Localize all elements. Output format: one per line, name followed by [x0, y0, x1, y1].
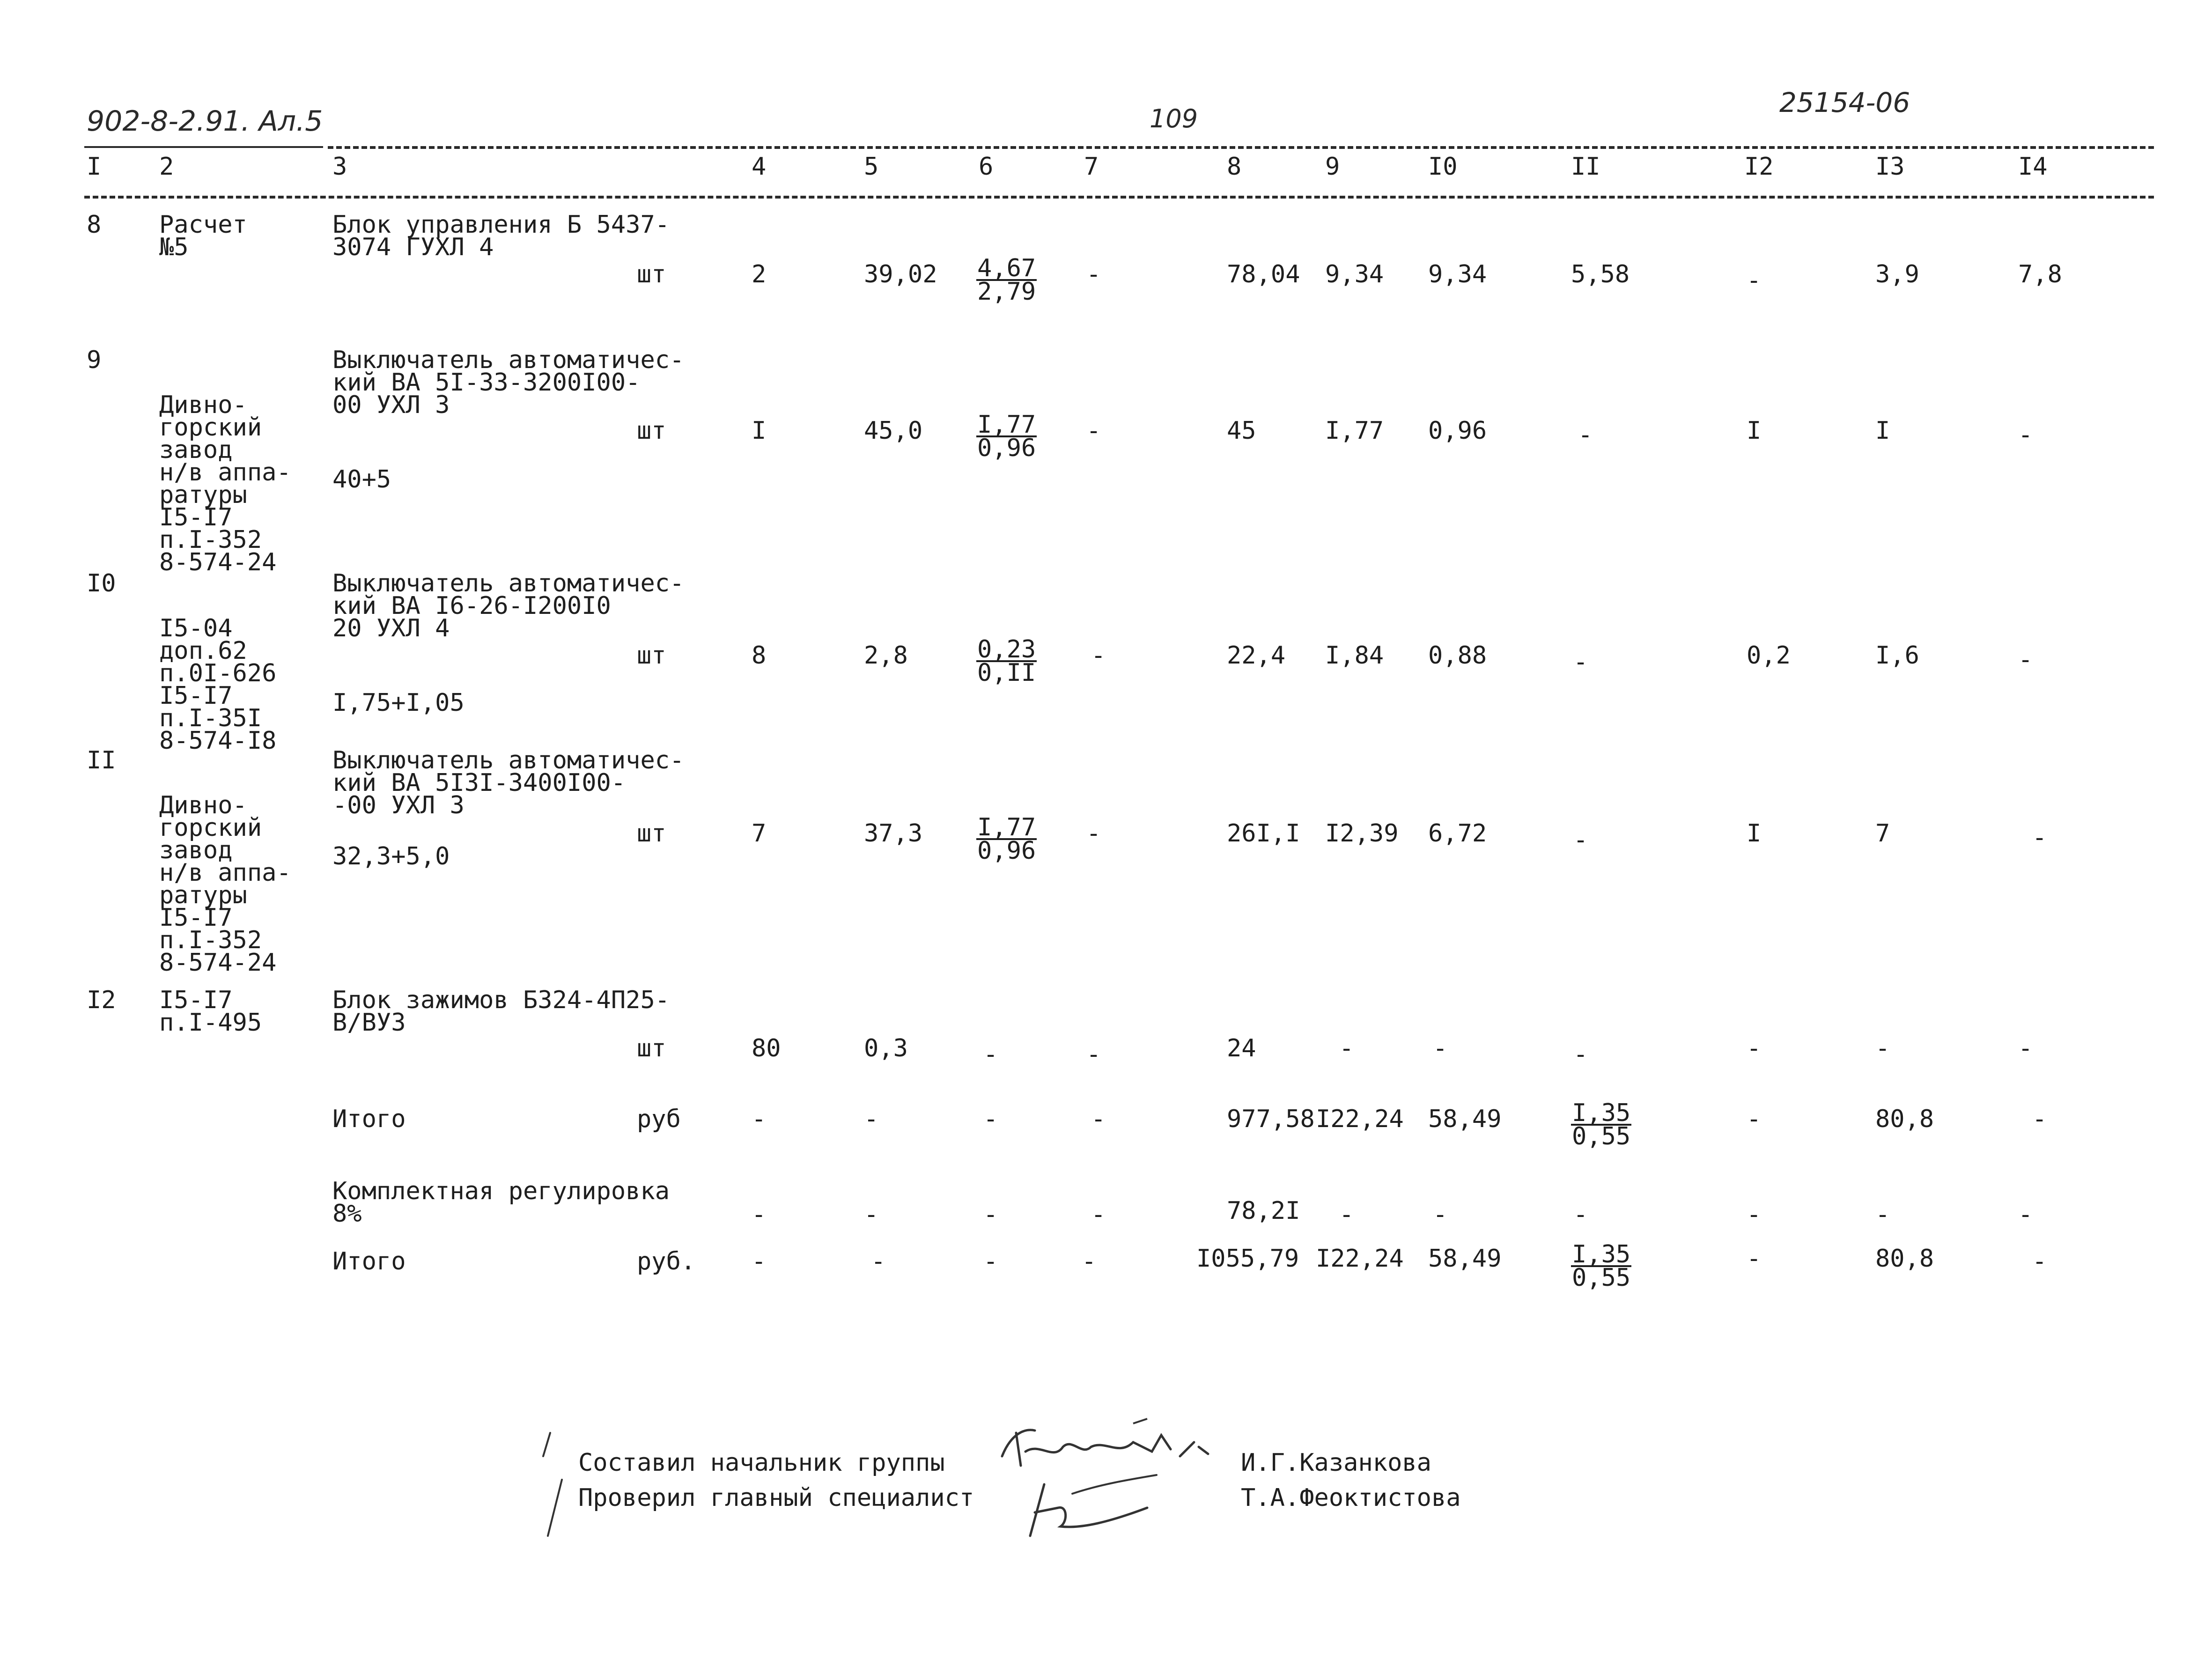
- adjustment-col14: -: [2018, 1201, 2033, 1229]
- row-col8: 22,4: [1227, 641, 1286, 670]
- row-col14: -: [2018, 1034, 2033, 1062]
- row-number: I2: [87, 986, 116, 1014]
- row-col14: -: [2018, 646, 2033, 674]
- total-col12: -: [1747, 1105, 1762, 1133]
- col-header: 4: [752, 153, 767, 181]
- adjustment-label: Комплектная регулировка 8%: [332, 1177, 670, 1228]
- row-col12: -: [1747, 266, 1762, 295]
- row-number: 9: [87, 346, 102, 374]
- row-number: I0: [87, 569, 116, 597]
- row-quantity: I: [752, 417, 767, 445]
- row-number: II: [87, 746, 116, 774]
- margin-slash-marks: [534, 1428, 576, 1541]
- total-col5: -: [871, 1247, 886, 1276]
- row-unit: шт: [637, 1034, 666, 1062]
- archive-number: 25154-06: [1779, 87, 1910, 118]
- adjustment-col12: -: [1747, 1201, 1762, 1229]
- total-col7: -: [1082, 1247, 1097, 1276]
- row-unit: шт: [637, 641, 666, 670]
- row-col11: 5,58: [1571, 260, 1630, 288]
- row-col11: -: [1573, 1040, 1588, 1069]
- row-col8: 24: [1227, 1034, 1256, 1062]
- row-fraction-col6: $\frac{I,77}{0,96}$: [977, 813, 1036, 865]
- col-header: I4: [2018, 153, 2048, 181]
- row-fraction-col6: $\frac{4,67}{2,79}$: [977, 254, 1036, 306]
- total-col13: 80,8: [1875, 1245, 1934, 1273]
- adjustment-col11: -: [1573, 1201, 1588, 1229]
- total-col6: -: [983, 1105, 998, 1133]
- col-header: 6: [979, 153, 994, 181]
- total-col9: I22,24: [1316, 1245, 1404, 1273]
- total-col10: 58,49: [1428, 1245, 1502, 1273]
- row-price: 39,02: [864, 260, 937, 288]
- total-col5: -: [864, 1105, 879, 1133]
- row-col9: 9,34: [1325, 260, 1384, 288]
- col-header: II: [1571, 153, 1600, 181]
- adjustment-col9: -: [1339, 1201, 1354, 1229]
- row-price: 37,3: [864, 819, 923, 848]
- row-col14: -: [2032, 824, 2047, 852]
- row-col6: -: [983, 1040, 998, 1069]
- row-col7: -: [1086, 260, 1101, 288]
- total-col13: 80,8: [1875, 1105, 1934, 1133]
- row-name: Блок зажимов Б324-4П25- В/ВУЗ: [332, 986, 670, 1037]
- col-header: 5: [864, 153, 879, 181]
- total-col12: -: [1747, 1245, 1762, 1273]
- row-source: I5-04 доп.62 п.0I-626 I5-I7 п.I-35I 8-574-I8: [159, 614, 277, 755]
- row-col8: 45: [1227, 417, 1256, 445]
- row-price: 0,3: [864, 1034, 908, 1062]
- row-col12: I: [1747, 819, 1762, 848]
- row-unit: шт: [637, 417, 666, 445]
- total-col4: -: [752, 1105, 767, 1133]
- total-label: Итого: [332, 1247, 406, 1276]
- total-col4: -: [752, 1247, 767, 1276]
- row-name: Блок управления Б 5437- 3074 ГУХЛ 4: [332, 211, 670, 261]
- row-col10: 9,34: [1428, 260, 1487, 288]
- row-name: Выключатель автоматичес- кий ВА 5IЗI-3400I00- -00 УХЛ 3: [332, 746, 685, 819]
- total-col7: -: [1091, 1105, 1106, 1133]
- row-col7: -: [1091, 641, 1106, 670]
- row-fraction-col6: $\frac{I,77}{0,96}$: [977, 411, 1036, 462]
- row-col8: 78,04: [1227, 260, 1300, 288]
- row-source: Расчет №5: [159, 211, 247, 261]
- row-col9: I,84: [1325, 641, 1384, 670]
- row-source: Дивно- горский завод н/в аппа- ратуры I5-I7 п.I-352 8-574-24: [159, 391, 291, 576]
- row-price: 45,0: [864, 417, 923, 445]
- adjustment-col10: -: [1433, 1201, 1448, 1229]
- row-source: Дивно- горский завод н/в аппа- ратуры I5-I7 п.I-352 8-574-24: [159, 791, 291, 977]
- row-col12: -: [1747, 1034, 1762, 1062]
- adjustment-col4: -: [752, 1201, 767, 1229]
- row-col12: 0,2: [1747, 641, 1791, 670]
- row-quantity: 8: [752, 641, 767, 670]
- col-header: 7: [1084, 153, 1099, 181]
- row-col14: 7,8: [2018, 260, 2062, 288]
- row-col11: -: [1573, 648, 1588, 676]
- total-col10: 58,49: [1428, 1105, 1502, 1133]
- adjustment-col5: -: [864, 1201, 879, 1229]
- header-underline: [84, 146, 323, 148]
- total-label: Итого: [332, 1105, 406, 1133]
- row-number: 8: [87, 211, 102, 239]
- row-extra: 32,3+5,0: [332, 842, 450, 870]
- col-header: 9: [1325, 153, 1340, 181]
- col-header: I: [87, 153, 102, 181]
- adjustment-col7: -: [1091, 1201, 1106, 1229]
- total-col14: -: [2032, 1105, 2047, 1133]
- row-price: 2,8: [864, 641, 908, 670]
- compiled-by-label: Составил начальник группы: [578, 1449, 945, 1477]
- row-col12: I: [1747, 417, 1762, 445]
- row-col8: 26I,I: [1227, 819, 1300, 848]
- row-fraction-col6: $\frac{0,23}{0,II}$: [977, 635, 1036, 687]
- row-col9: I2,39: [1325, 819, 1399, 848]
- total-col14: -: [2032, 1247, 2047, 1276]
- row-col10: 6,72: [1428, 819, 1487, 848]
- column-header-rule: [84, 196, 2154, 199]
- doc-code: 902-8-2.91. Ал.5: [87, 105, 323, 138]
- adjustment-col13: -: [1875, 1201, 1890, 1229]
- page-number: 109: [1150, 104, 1198, 133]
- row-unit: шт: [637, 819, 666, 848]
- row-col10: 0,96: [1428, 417, 1487, 445]
- row-col13: I: [1875, 417, 1890, 445]
- header-dashed-rule: [328, 146, 2154, 149]
- row-col7: -: [1086, 417, 1101, 445]
- adjustment-col8: 78,2I: [1227, 1197, 1300, 1225]
- col-header: 8: [1227, 153, 1242, 181]
- row-source: I5-I7 п.I-495: [159, 986, 262, 1037]
- col-header: I0: [1428, 153, 1458, 181]
- col-header: 2: [159, 153, 174, 181]
- col-header: I2: [1744, 153, 1774, 181]
- adjustment-col6: -: [983, 1201, 998, 1229]
- row-col11: -: [1578, 421, 1593, 449]
- handwritten-signature-2: [1016, 1466, 1166, 1545]
- col-header: 3: [332, 153, 347, 181]
- total-col6: -: [983, 1247, 998, 1276]
- row-extra: I,75+I,05: [332, 689, 465, 717]
- total-col8: I055,79: [1196, 1245, 1299, 1273]
- total-fraction-col11: $\frac{I,35}{0,55}$: [1572, 1099, 1631, 1150]
- compiled-by-name: И.Г.Казанкова: [1241, 1449, 1431, 1477]
- total-fraction-col11: $\frac{I,35}{0,55}$: [1572, 1240, 1631, 1292]
- row-unit: шт: [637, 260, 666, 288]
- row-col10: -: [1433, 1034, 1448, 1062]
- row-col7: -: [1086, 819, 1101, 848]
- total-unit: руб.: [637, 1247, 696, 1276]
- row-quantity: 7: [752, 819, 767, 848]
- row-quantity: 80: [752, 1034, 781, 1062]
- row-col7: -: [1086, 1040, 1101, 1069]
- row-col9: I,77: [1325, 417, 1384, 445]
- row-col13: -: [1875, 1034, 1890, 1062]
- checked-by-label: Проверил главный специалист: [578, 1484, 974, 1512]
- row-col13: 3,9: [1875, 260, 1919, 288]
- row-col9: -: [1339, 1034, 1354, 1062]
- col-header: I3: [1875, 153, 1905, 181]
- row-col10: 0,88: [1428, 641, 1487, 670]
- row-col13: I,6: [1875, 641, 1919, 670]
- checked-by-name: Т.А.Феоктистова: [1241, 1484, 1461, 1512]
- total-col9: I22,24: [1316, 1105, 1404, 1133]
- row-col11: -: [1573, 826, 1588, 854]
- total-col8: 977,58: [1227, 1105, 1315, 1133]
- row-col14: -: [2018, 421, 2033, 449]
- total-unit: руб: [637, 1105, 681, 1133]
- row-name: Выключатель автоматичес- кий ВА I6-26-I200I0 20 УХЛ 4: [332, 569, 685, 642]
- row-col13: 7: [1875, 819, 1890, 848]
- row-extra: 40+5: [332, 465, 391, 494]
- row-quantity: 2: [752, 260, 767, 288]
- row-name: Выключатель автоматичес- кий ВА 5I-33-3200I00- 00 УХЛ 3: [332, 346, 685, 419]
